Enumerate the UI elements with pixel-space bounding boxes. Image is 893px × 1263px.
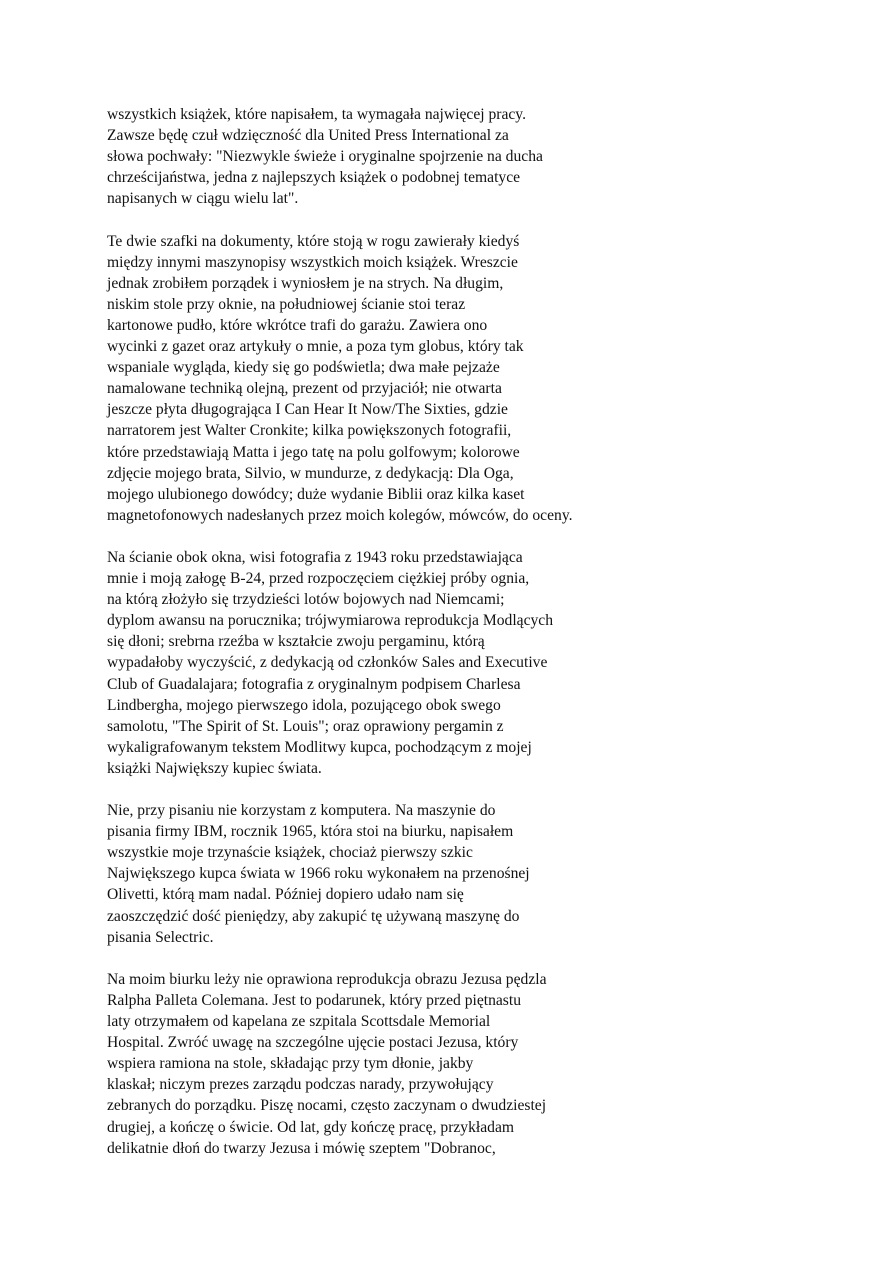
paragraph-4: [107, 800, 667, 948]
text-line: kartonowe pudło, które wkrótce trafi do garażu. Zawiera ono: [107, 316, 488, 334]
text-line: zaoszczędzić dość pieniędzy, aby zakupić tę używaną maszynę do: [107, 907, 520, 925]
text-line: na którą złożyło się trzydzieści lotów bojowych nad Niemcami;: [107, 591, 505, 609]
text-line: wspiera ramiona na stole, składając przy tym dłonie, jakby: [107, 1055, 474, 1073]
document-page: [107, 104, 667, 1180]
text-line: Największego kupca świata w 1966 roku wykonałem na przenośnej: [107, 865, 530, 883]
text-line: Na moim biurku leży nie oprawiona reprodukcja obrazu Jezusa pędzla: [107, 970, 547, 988]
text-line: magnetofonowych nadesłanych przez moich kolegów, mówców, do oceny.: [107, 506, 573, 524]
text-line: się dłoni; srebrna rzeźba w kształcie zwoju pergaminu, którą: [107, 633, 485, 651]
text-line: Nie, przy pisaniu nie korzystam z komputera. Na maszynie do: [107, 802, 496, 820]
paragraph-2: [107, 231, 667, 526]
text-line: napisanych w ciągu wielu lat".: [107, 190, 299, 208]
text-line: namalowane techniką olejną, prezent od przyjaciół; nie otwarta: [107, 380, 502, 398]
text-line: Te dwie szafki na dokumenty, które stoją w rogu zawierały kiedyś: [107, 232, 520, 250]
paragraph-1: [107, 104, 667, 209]
text-line: narratorem jest Walter Cronkite; kilka powiększonych fotografii,: [107, 422, 512, 440]
text-line: delikatnie dłoń do twarzy Jezusa i mówię szeptem "Dobranoc,: [107, 1139, 496, 1157]
text-line: między innymi maszynopisy wszystkich moich książek. Wreszcie: [107, 253, 518, 271]
text-line: chrześcijaństwa, jedna z najlepszych książek o podobnej tematyce: [107, 169, 521, 187]
text-line: jednak zrobiłem porządek i wyniosłem je na strych. Na długim,: [107, 274, 504, 292]
paragraph-5: [107, 969, 667, 1159]
text-line: wszystkie moje trzynaście książek, chociaż pierwszy szkic: [107, 844, 473, 862]
text-line: Zawsze będę czuł wdzięczność dla United Press International za: [107, 127, 509, 145]
text-line: wykaligrafowanym tekstem Modlitwy kupca, pochodzącym z mojej: [107, 738, 532, 756]
text-line: wycinki z gazet oraz artykuły o mnie, a poza tym globus, który tak: [107, 338, 524, 356]
text-line: książki Największy kupiec świata.: [107, 759, 322, 777]
text-line: mnie i moją załogę B-24, przed rozpoczęciem ciężkiej próby ognia,: [107, 570, 530, 588]
text-line: mojego ulubionego dowódcy; duże wydanie Biblii oraz kilka kaset: [107, 485, 525, 503]
text-line: Ralpha Palleta Colemana. Jest to podarunek, który przed piętnastu: [107, 991, 521, 1009]
text-line: niskim stole przy oknie, na południowej ścianie stoi teraz: [107, 295, 466, 313]
text-line: jeszcze płyta długogrająca I Can Hear It Now/The Sixties, gdzie: [107, 401, 508, 419]
text-line: wspaniale wygląda, kiedy się go podświetla; dwa małe pejzaże: [107, 359, 500, 377]
text-line: zebranych do porządku. Piszę nocami, często zaczynam o dwudziestej: [107, 1097, 547, 1115]
text-line: Club of Guadalajara; fotografia z oryginalnym podpisem Charlesa: [107, 675, 521, 693]
text-line: Olivetti, którą mam nadal. Później dopiero udało nam się: [107, 886, 464, 904]
text-line: zdjęcie mojego brata, Silvio, w mundurze, z dedykacją: Dla Oga,: [107, 464, 514, 482]
text-line: które przedstawiają Matta i jego tatę na polu golfowym; kolorowe: [107, 443, 520, 461]
text-line: wszystkich książek, które napisałem, ta wymagała najwięcej pracy.: [107, 106, 526, 123]
text-line: dyplom awansu na porucznika; trójwymiarowa reprodukcja Modlących: [107, 612, 554, 630]
text-line: klaskał; niczym prezes zarządu podczas narady, przywołujący: [107, 1076, 494, 1094]
text-line: Hospital. Zwróć uwagę na szczególne ujęcie postaci Jezusa, który: [107, 1034, 519, 1052]
text-line: słowa pochwały: "Niezwykle świeże i oryginalne spojrzenie na ducha: [107, 148, 543, 166]
text-line: samolotu, "The Spirit of St. Louis"; oraz oprawiony pergamin z: [107, 717, 504, 735]
text-line: Na ścianie obok okna, wisi fotografia z 1943 roku przedstawiająca: [107, 548, 523, 566]
text-line: drugiej, a kończę o świcie. Od lat, gdy kończę pracę, przykładam: [107, 1118, 515, 1136]
paragraph-3: [107, 547, 667, 779]
text-line: laty otrzymałem od kapelana ze szpitala Scottsdale Memorial: [107, 1013, 491, 1031]
text-line: Lindbergha, mojego pierwszego idola, pozującego obok swego: [107, 696, 501, 714]
text-line: wypadałoby wyczyścić, z dedykacją od członków Sales and Executive: [107, 654, 548, 672]
text-line: pisania Selectric.: [107, 928, 214, 946]
text-line: pisania firmy IBM, rocznik 1965, która stoi na biurku, napisałem: [107, 823, 514, 841]
